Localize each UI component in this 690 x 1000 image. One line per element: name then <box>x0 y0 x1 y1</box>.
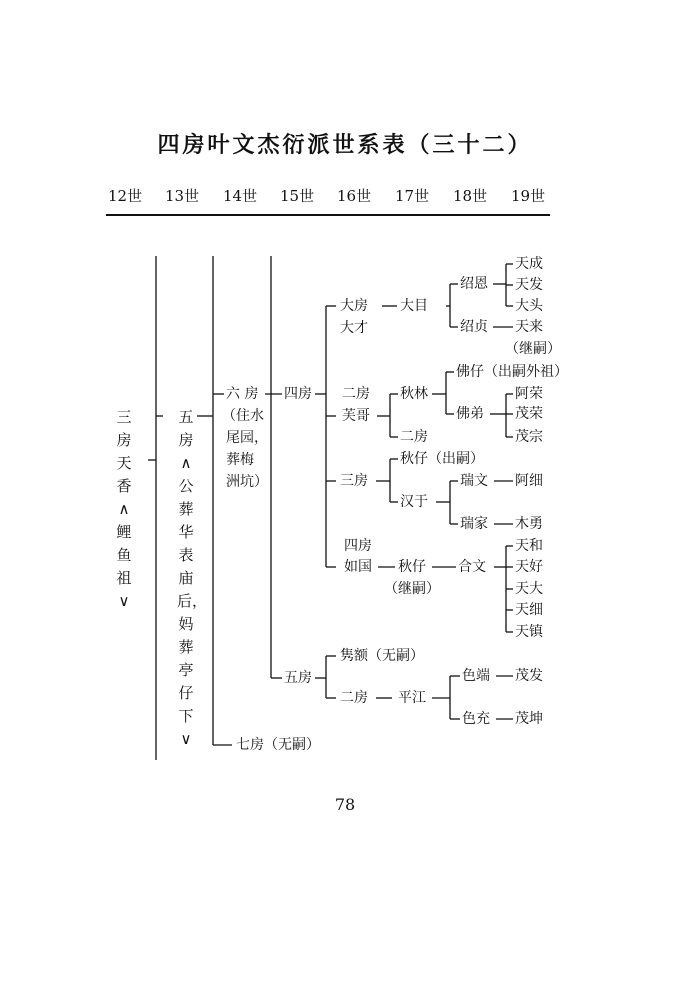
node-g13-wufang: 五房∧公葬华表庙后，妈葬亭仔下∨ <box>177 408 208 748</box>
node-g14-qifang: 七房（无嗣） <box>236 737 320 753</box>
page-number: 78 <box>334 795 356 814</box>
node-g16-erfang-b: 二房 <box>340 690 368 706</box>
node-g17-qiuzai: 秋仔 <box>398 559 426 575</box>
node-g16-ruguo: 如国 <box>344 559 372 575</box>
node-g19-muyong: 木勇 <box>515 516 543 532</box>
node-g16-erfang: 二房 <box>342 386 370 402</box>
generation-17: 17世 <box>395 187 430 205</box>
node-g17-qiuzai-chusi: 秋仔（出嗣） <box>400 451 484 467</box>
node-g14-liufang-note: 葬梅 <box>226 452 254 468</box>
node-g18-ruijia: 瑞家 <box>460 516 488 532</box>
node-g19-tianhao: 天好 <box>515 559 543 575</box>
node-g19-tianxi: 天细 <box>515 602 543 618</box>
node-g14-liufang-note: 尾园， <box>226 430 268 446</box>
node-g19-tianzhen: 天镇 <box>515 624 543 640</box>
node-g17-damu: 大目 <box>400 298 428 314</box>
node-g19-tianlai: 天来 <box>515 319 543 335</box>
node-g15-sifang: 四房 <box>284 386 312 402</box>
node-g18-seduan: 色端 <box>462 668 490 684</box>
node-g17-qiuzai-note: （继嗣） <box>384 581 440 597</box>
node-g14-liufang-note: 洲坑） <box>226 474 268 490</box>
node-g19-arong: 阿荣 <box>515 386 543 402</box>
node-g12-santian: 三房天香∧鲤鱼祖∨ <box>116 408 132 610</box>
node-g19-tianda: 天大 <box>515 581 543 597</box>
node-g18-sechong: 色充 <box>462 711 490 727</box>
node-g19-maozong: 茂宗 <box>515 429 543 445</box>
generation-19: 19世 <box>511 187 546 205</box>
node-g19-axi: 阿细 <box>515 473 543 489</box>
node-g19-tianhe: 天和 <box>515 538 543 554</box>
generation-14: 14世 <box>223 187 258 205</box>
node-g16-fuge: 芙哥 <box>342 408 370 424</box>
node-g17-hanyu: 汉于 <box>400 494 428 510</box>
generation-15: 15世 <box>280 187 315 205</box>
node-g16-juan: 隽额（无嗣） <box>340 648 424 664</box>
node-g16-sanfang: 三房 <box>340 473 368 489</box>
node-g19-tianlai-note: （继嗣） <box>505 341 561 357</box>
node-g14-liufang: 六 房 <box>226 386 259 402</box>
page-title: 四房叶文杰衍派世系表（三十二） <box>157 133 533 158</box>
node-g16-sifang: 四房 <box>344 538 372 554</box>
node-g16-dacai: 大才 <box>340 320 368 336</box>
generation-13: 13世 <box>165 187 200 205</box>
node-g18-ruiwen: 瑞文 <box>460 473 488 489</box>
node-g19-maorong: 茂荣 <box>515 406 543 422</box>
node-g19-datou: 大头 <box>515 298 543 314</box>
node-g17-qiulin: 秋林 <box>400 386 428 402</box>
node-g19-tianfa: 天发 <box>515 277 543 293</box>
generation-12: 12世 <box>108 187 143 205</box>
node-g18-fodi: 佛弟 <box>456 406 484 422</box>
node-g18-fozai: 佛仔（出嗣外祖） <box>456 364 568 380</box>
node-g19-tiancheng: 天成 <box>515 256 543 272</box>
generation-18: 18世 <box>453 187 488 205</box>
node-g18-shaoen: 绍恩 <box>460 276 488 292</box>
node-g18-shaozhen: 绍贞 <box>460 319 488 335</box>
node-g18-hewen: 合文 <box>458 559 486 575</box>
generation-16: 16世 <box>337 187 372 205</box>
node-g14-liufang-note: （住水 <box>222 408 264 424</box>
node-g17-erfang: 二房 <box>400 429 428 445</box>
node-g15-wufang: 五房 <box>284 670 312 686</box>
node-g16-dafang: 大房 <box>340 298 368 314</box>
node-g19-maofa: 茂发 <box>515 668 543 684</box>
node-g17-pingjiang: 平江 <box>398 690 426 706</box>
node-g19-maokun: 茂坤 <box>515 711 543 727</box>
